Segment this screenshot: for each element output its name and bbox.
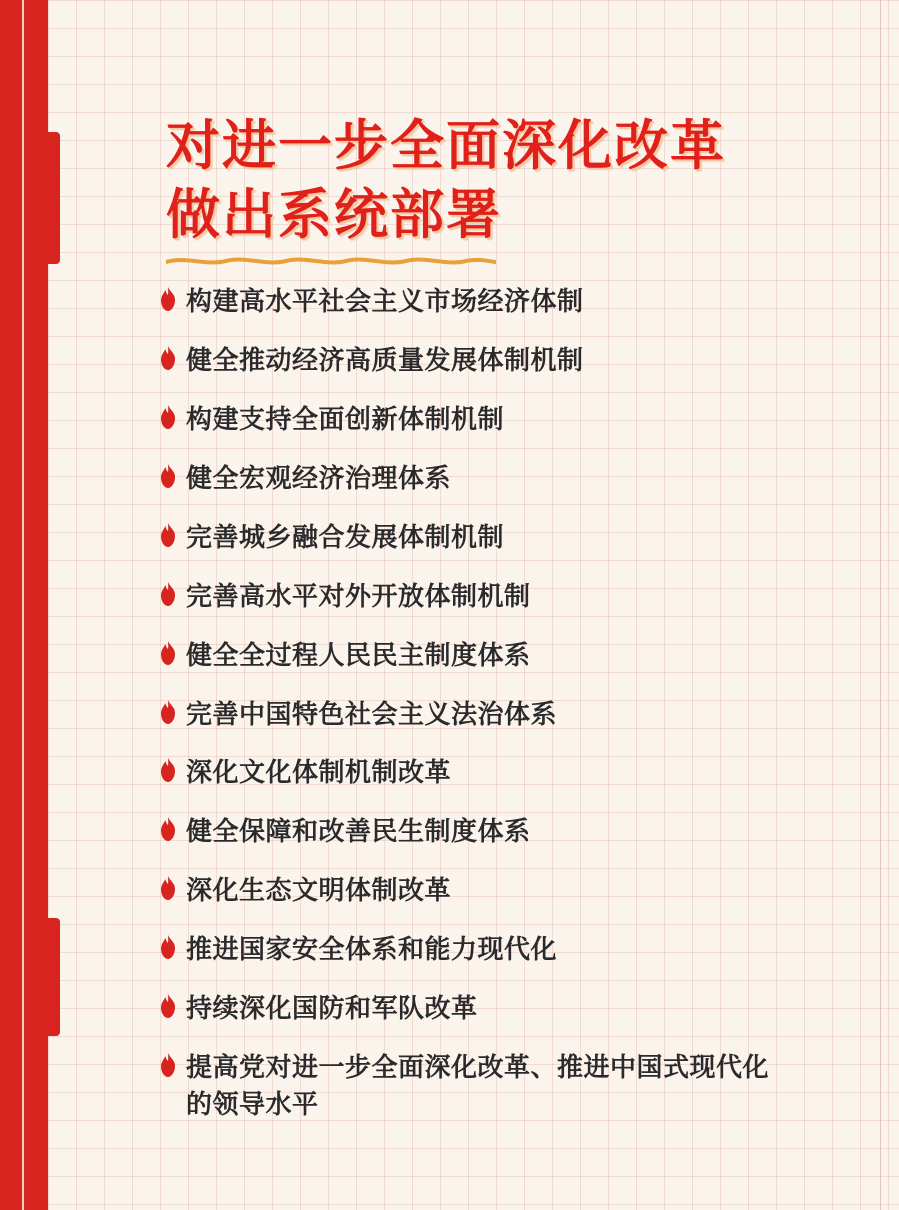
flame-icon bbox=[158, 523, 178, 547]
list-item-label: 健全推动经济高质量发展体制机制 bbox=[186, 346, 584, 376]
list-item bbox=[120, 284, 820, 321]
flame-icon bbox=[158, 405, 178, 429]
list-item-label: 健全保障和改善民生制度体系 bbox=[186, 817, 531, 847]
flame-icon bbox=[158, 582, 178, 606]
checklist bbox=[120, 284, 820, 1124]
list-item-label: 持续深化国防和军队改革 bbox=[186, 994, 478, 1024]
list-item bbox=[120, 873, 820, 910]
flame-icon bbox=[158, 287, 178, 311]
list-item-label: 提高党对进一步全面深化改革、推进中国式现代化的领导水平 bbox=[186, 1053, 770, 1119]
list-item-label: 健全宏观经济治理体系 bbox=[186, 463, 452, 493]
list-item bbox=[120, 638, 820, 675]
list-item-label: 完善中国特色社会主义法治体系 bbox=[186, 699, 558, 729]
list-item-label: 构建支持全面创新体制机制 bbox=[186, 405, 505, 435]
list-item-label: 深化生态文明体制改革 bbox=[186, 876, 452, 906]
list-item bbox=[120, 1050, 820, 1124]
list-item bbox=[120, 402, 820, 439]
flame-icon bbox=[158, 641, 178, 665]
title-underline-wave bbox=[166, 256, 496, 266]
flame-icon bbox=[158, 935, 178, 959]
page-right-rule bbox=[880, 0, 881, 1210]
list-item bbox=[120, 755, 820, 792]
list-item-label: 推进国家安全体系和能力现代化 bbox=[186, 935, 558, 965]
page-title-line-1: 对进一步全面深化改革 bbox=[166, 116, 726, 176]
list-item bbox=[120, 814, 820, 851]
list-item bbox=[120, 932, 820, 969]
list-item bbox=[120, 697, 820, 734]
list-item-label: 健全全过程人民民主制度体系 bbox=[186, 640, 531, 670]
list-item bbox=[120, 579, 820, 616]
flame-icon bbox=[158, 1053, 178, 1077]
flame-icon bbox=[158, 876, 178, 900]
page-title bbox=[120, 0, 820, 250]
flame-icon bbox=[158, 994, 178, 1018]
flame-icon bbox=[158, 758, 178, 782]
flame-icon bbox=[158, 700, 178, 724]
list-item bbox=[120, 520, 820, 557]
list-item-label: 深化文化体制机制改革 bbox=[186, 758, 452, 788]
binding-tab-bottom bbox=[36, 918, 60, 1036]
list-item bbox=[120, 991, 820, 1028]
left-margin-rule bbox=[22, 0, 24, 1210]
flame-icon bbox=[158, 346, 178, 370]
poster-content bbox=[120, 0, 820, 1210]
page-title-line-2: 做出系统部署 bbox=[166, 185, 502, 246]
binding-tab-top bbox=[36, 132, 60, 264]
list-item-label: 完善城乡融合发展体制机制 bbox=[186, 522, 505, 552]
flame-icon bbox=[158, 817, 178, 841]
list-item-label: 完善高水平对外开放体制机制 bbox=[186, 581, 531, 611]
list-item bbox=[120, 343, 820, 380]
list-item bbox=[120, 461, 820, 498]
flame-icon bbox=[158, 464, 178, 488]
list-item-label: 构建高水平社会主义市场经济体制 bbox=[186, 287, 584, 317]
